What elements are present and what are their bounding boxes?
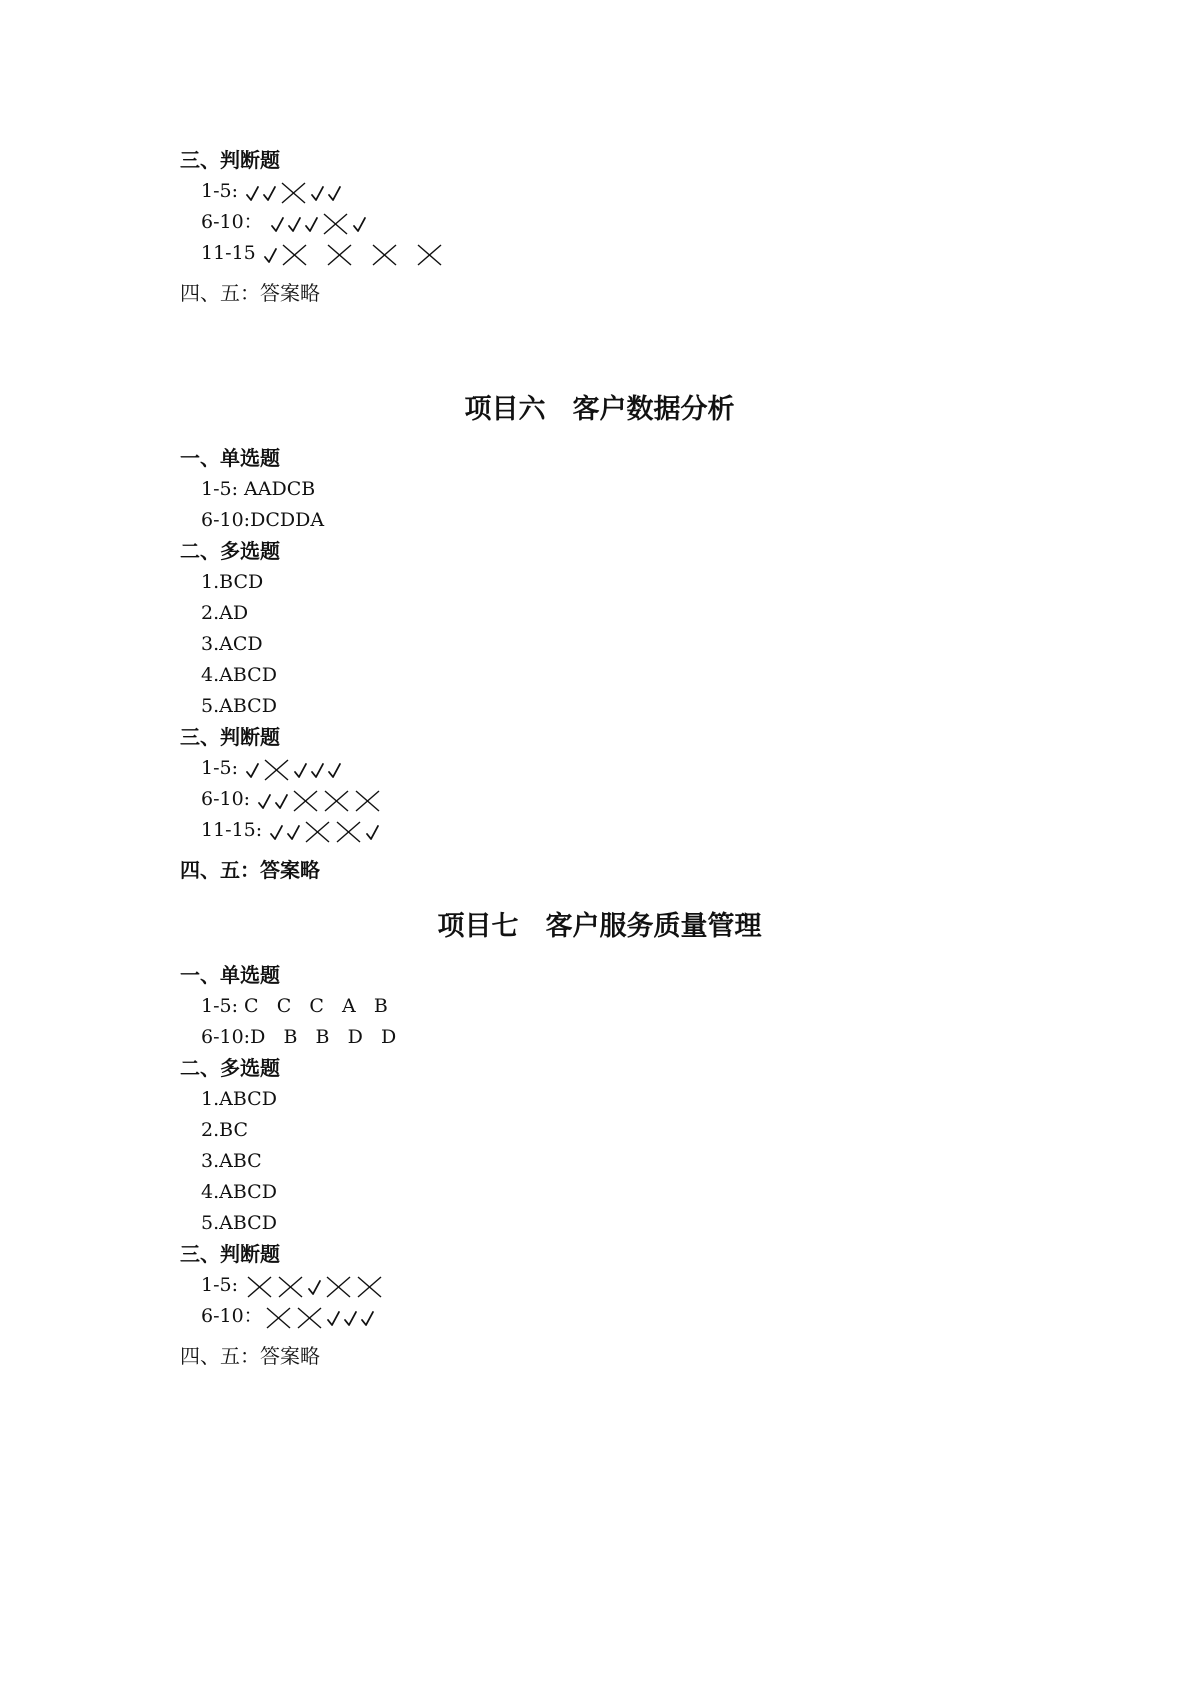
check-icon	[326, 180, 343, 206]
single-choice-row: 6-10:D B B D D	[201, 1026, 397, 1048]
row-number-range: 1-5:	[201, 1274, 245, 1296]
check-icon	[364, 819, 381, 845]
cross-icon	[263, 1305, 294, 1331]
single-choice-heading: 一、单选题	[180, 963, 280, 987]
answer-marks	[262, 239, 445, 270]
answers-omitted-note: 四、五：答案略	[180, 858, 320, 882]
row-number-range: 1-5:	[201, 180, 245, 202]
multi-choice-heading: 二、多选题	[180, 539, 280, 563]
multi-choice-heading: 二、多选题	[180, 1056, 280, 1080]
check-icon	[326, 757, 343, 783]
check-icon	[325, 1305, 342, 1331]
project6-title: 项目六 客户数据分析	[464, 394, 735, 425]
check-icon	[303, 211, 320, 237]
answer-marks	[244, 177, 343, 208]
answers-omitted-note: 四、五：答案略	[180, 281, 320, 305]
cross-icon	[320, 211, 351, 237]
cross-icon	[369, 242, 400, 268]
single-choice-row: 1-5: AADCB	[201, 478, 316, 500]
multi-choice-row: 2.AD	[201, 602, 249, 624]
answer-marks	[269, 208, 368, 239]
multi-choice-row: 1.ABCD	[201, 1088, 277, 1110]
check-icon	[309, 757, 326, 783]
cross-icon	[279, 242, 310, 268]
cross-icon	[321, 788, 352, 814]
single-choice-row: 6-10:DCDDA	[201, 509, 325, 531]
cross-icon	[324, 242, 355, 268]
cross-icon	[333, 819, 364, 845]
project7-section	[180, 960, 1080, 1372]
tf-answer-row	[180, 784, 1080, 815]
multi-choice-row: 5.ABCD	[201, 1212, 277, 1234]
row-number-range: 1-5:	[201, 757, 245, 779]
cross-icon	[354, 1274, 385, 1300]
single-choice-heading: 一、单选题	[180, 446, 280, 470]
check-icon	[261, 180, 278, 206]
tf-heading: 三、判断题	[180, 1242, 280, 1266]
tf-answer-row	[180, 176, 1080, 207]
check-icon	[262, 242, 279, 268]
row-number-range: 11-15:	[201, 819, 269, 841]
project5-tail-section	[180, 145, 1080, 309]
check-icon	[285, 819, 302, 845]
cross-icon	[414, 242, 445, 268]
cross-icon	[323, 1274, 354, 1300]
multi-choice-row: 4.ABCD	[201, 664, 277, 686]
tf-answer-row	[180, 815, 1080, 846]
answers-omitted-note: 四、五：答案略	[180, 1344, 320, 1368]
answer-marks	[256, 785, 383, 816]
cross-icon	[261, 757, 292, 783]
answer-marks	[268, 816, 381, 847]
check-icon	[244, 180, 261, 206]
project7-title: 项目七 客户服务质量管理	[437, 911, 762, 942]
answer-marks	[263, 1302, 376, 1333]
row-number-range: 6-10:	[201, 788, 257, 810]
check-icon	[306, 1274, 323, 1300]
cross-icon	[278, 180, 309, 206]
mark-gap	[355, 242, 369, 268]
tf-answer-row	[180, 1270, 1080, 1301]
tf-answer-row	[180, 238, 1080, 269]
tf-answer-row	[180, 207, 1080, 238]
check-icon	[351, 211, 368, 237]
multi-choice-row: 4.ABCD	[201, 1181, 277, 1203]
cross-icon	[244, 1274, 275, 1300]
tf-heading: 三、判断题	[180, 148, 280, 172]
answer-marks	[244, 1271, 385, 1302]
multi-choice-row: 1.BCD	[201, 571, 264, 593]
check-icon	[309, 180, 326, 206]
multi-choice-row: 3.ABC	[201, 1150, 262, 1172]
check-icon	[286, 211, 303, 237]
cross-icon	[302, 819, 333, 845]
row-number-range: 6-10：	[201, 211, 269, 233]
check-icon	[268, 819, 285, 845]
mark-gap	[400, 242, 414, 268]
row-number-range: 6-10：	[201, 1305, 263, 1327]
single-choice-row: 1-5: C C C A B	[201, 995, 388, 1017]
check-icon	[273, 788, 290, 814]
project6-section	[180, 443, 1080, 886]
check-icon	[244, 757, 261, 783]
cross-icon	[290, 788, 321, 814]
check-icon	[292, 757, 309, 783]
multi-choice-row: 2.BC	[201, 1119, 248, 1141]
row-number-range: 11-15	[201, 242, 262, 264]
cross-icon	[275, 1274, 306, 1300]
mark-gap	[310, 242, 324, 268]
cross-icon	[294, 1305, 325, 1331]
cross-icon	[352, 788, 383, 814]
check-icon	[256, 788, 273, 814]
tf-answer-row	[180, 1301, 1080, 1332]
answer-marks	[244, 754, 343, 785]
multi-choice-row: 5.ABCD	[201, 695, 277, 717]
check-icon	[269, 211, 286, 237]
tf-answer-row	[180, 753, 1080, 784]
check-icon	[359, 1305, 376, 1331]
tf-heading: 三、判断题	[180, 725, 280, 749]
multi-choice-row: 3.ACD	[201, 633, 263, 655]
check-icon	[342, 1305, 359, 1331]
